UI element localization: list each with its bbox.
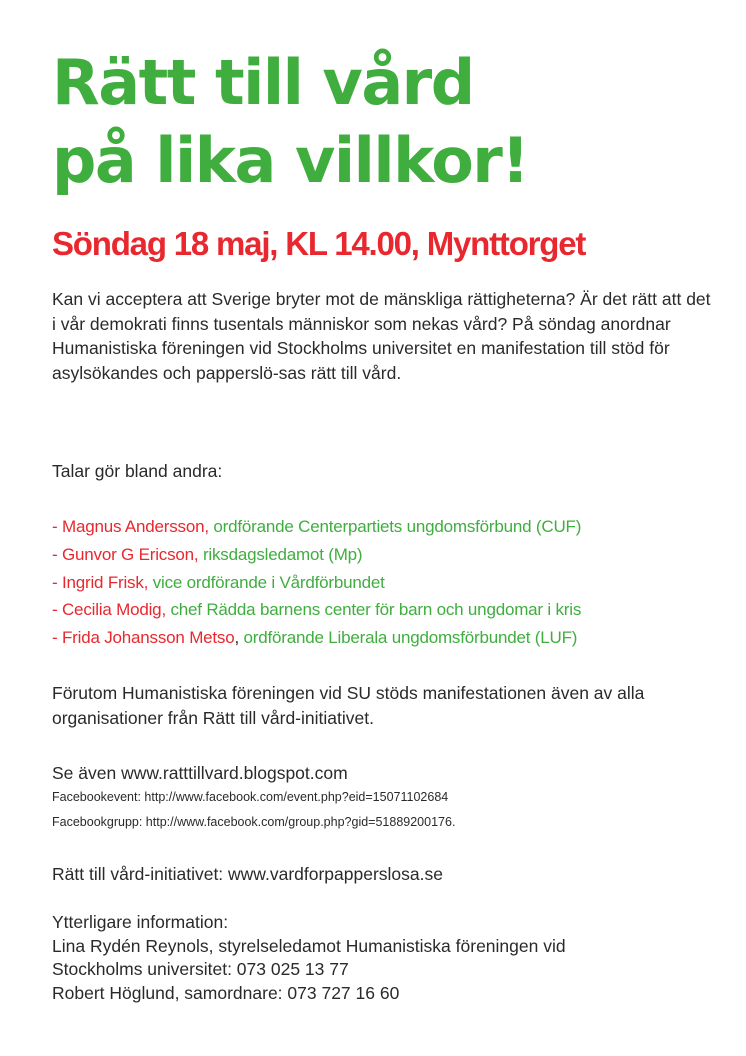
facebook-event-link[interactable]: Facebookevent: http://www.facebook.com/event.php?eid=15071102684 <box>52 790 449 804</box>
speaker-item <box>52 513 581 541</box>
speaker-role: riksdagsledamot (Mp) <box>202 544 363 564</box>
contact-line-1: Lina Rydén Reynols, styrelseledamot Humanistiska föreningen vid <box>52 935 566 956</box>
links-block <box>52 761 455 835</box>
speaker-role: vice ordförande i Vårdförbundet <box>152 572 385 592</box>
speaker-name: Cecilia Modig <box>61 600 162 620</box>
contact-line-2: Stockholms universitet: 073 025 13 77 <box>52 959 349 980</box>
speakers-heading: Talar gör bland andra: <box>52 461 223 481</box>
speaker-item <box>52 596 581 624</box>
contact-line-3: Robert Höglund, samordnare: 073 727 16 60 <box>52 982 400 1003</box>
speaker-dash: - <box>52 517 62 536</box>
speaker-dash: - <box>52 600 62 620</box>
speaker-separator: , <box>234 628 244 648</box>
initiative-link[interactable]: Rätt till vård-initiativet: www.vardforpapperslosa.se <box>52 864 443 884</box>
speaker-separator: , <box>204 517 214 536</box>
title-line-1: Rätt till vård <box>52 46 474 119</box>
facebook-group-link[interactable]: Facebookgrupp: http://www.facebook.com/group.php?gid=51889200176. <box>52 815 456 829</box>
speaker-item <box>52 569 581 597</box>
speaker-role: ordförande Centerpartiets ungdomsförbund (CUF) <box>213 517 582 536</box>
speaker-name: Gunvor G Ericson <box>61 544 194 564</box>
speaker-separator: , <box>193 544 203 564</box>
speaker-name: Ingrid Frisk <box>61 572 144 592</box>
speaker-dash: - <box>52 544 62 564</box>
speaker-separator: , <box>143 572 153 592</box>
speaker-role: chef Rädda barnens center för barn och ungdomar i kris <box>170 600 582 620</box>
speaker-name: Frida Johansson Metso <box>61 628 235 648</box>
speaker-role: ordförande Liberala ungdomsförbundet (LUF) <box>243 628 578 648</box>
flyer-title <box>52 44 732 200</box>
support-paragraph: Förutom Humanistiska föreningen vid SU stöds manifestationen även av alla organisationer från Rätt till vård-initiativet. <box>52 683 645 728</box>
intro-paragraph: Kan vi acceptera att Sverige bryter mot de mänskliga rättigheterna? Är det rätt att det i vår demokrati finns tusentals människor som nekas vård? På söndag anordnar Humanistiska föreningen vid Stockholms universitet en manifestation till stöd för asylsökandes och papperslö-sas rätt till vård. <box>52 289 711 383</box>
speaker-item <box>52 541 581 569</box>
contact-block <box>52 911 714 1005</box>
speaker-separator: , <box>161 600 171 620</box>
event-date-location: Söndag 18 maj, KL 14.00, Mynttorget <box>52 225 586 262</box>
speakers-list <box>52 513 581 652</box>
speaker-dash: - <box>52 572 62 592</box>
speaker-dash: - <box>52 628 62 648</box>
title-line-2: på lika villkor! <box>52 124 529 197</box>
speaker-name: Magnus Andersson <box>61 517 205 536</box>
contact-heading: Ytterligare information: <box>52 912 229 932</box>
blog-link[interactable]: Se även www.ratttillvard.blogspot.com <box>52 763 348 783</box>
speaker-item <box>52 624 581 652</box>
